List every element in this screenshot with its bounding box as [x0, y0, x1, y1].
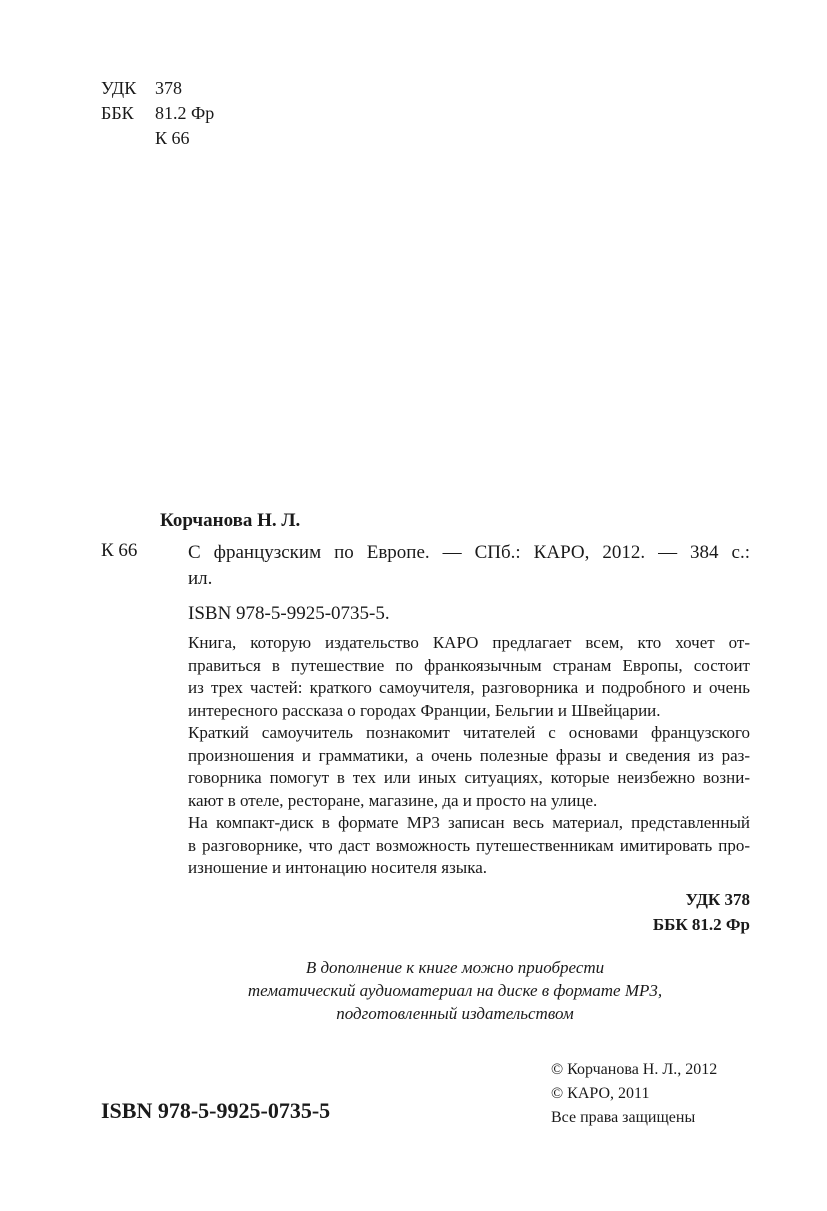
annotation-line: интересного рассказа о городах Франции, Бельгии и Швейцарии.	[188, 700, 661, 720]
title-line: ил.	[188, 568, 213, 589]
author-mark-label	[101, 126, 155, 151]
copyright-author: © Корчанова Н. Л., 2012	[551, 1061, 718, 1078]
author-code: К 66	[101, 540, 138, 561]
annotation	[160, 632, 750, 880]
udk-row	[101, 76, 214, 101]
annotation-line: Краткий самоучитель познакомит читателей с основами французского	[188, 723, 750, 742]
annotation-line: произношения и грамматики, а очень полезные фразы и сведения из раз-	[188, 745, 750, 765]
annotation-line: изношение и интонацию носителя языка.	[188, 858, 488, 877]
author-name: Корчанова Н. Л.	[160, 510, 301, 531]
annotation-line: говорника помогут в тех или иных ситуациях, которые неизбежно возни-	[188, 768, 750, 787]
bbk-label: ББК	[101, 103, 134, 123]
note-line: подготовленный издательством	[336, 1004, 574, 1023]
author-mark-row	[101, 126, 214, 151]
title-line: С французским по Европе. — СПб.: КАРО, 2012. — 384 с.:	[188, 542, 750, 563]
author-mark-value: К 66	[155, 128, 190, 148]
annotation-paragraph	[160, 632, 750, 722]
classification-codes	[101, 76, 214, 151]
copyright-publisher: © КАРО, 2011	[551, 1085, 650, 1102]
udk-label: УДК	[101, 78, 137, 98]
isbn-line: ISBN 978-5-9925-0735-5.	[188, 603, 390, 624]
bbk-row	[101, 101, 214, 126]
annotation-line: в разговорнике, что даст возможность путешественникам имитировать про-	[188, 835, 750, 855]
annotation-line: правиться в путешествие по франкоязычным странам Европы, состоит	[188, 655, 750, 675]
note-line: В дополнение к книге можно приобрести	[305, 958, 605, 977]
isbn-large: ISBN 978-5-9925-0735-5	[101, 1098, 331, 1123]
bibliographic-title	[188, 540, 750, 592]
copyright-block	[551, 1058, 717, 1130]
annotation-line: На компакт-диск в формате MP3 записан весь материал, представленный	[188, 813, 750, 832]
annotation-line: кают в отеле, ресторане, магазине, да и просто на улице.	[188, 790, 598, 810]
bbk-bold: ББК 81.2 Фр	[652, 915, 750, 934]
udk-value: 378	[155, 78, 182, 98]
annotation-paragraph	[160, 812, 750, 880]
annotation-paragraph	[160, 722, 750, 812]
annotation-line: Книга, которую издательство КАРО предлагает всем, кто хочет от-	[188, 633, 750, 652]
rights-reserved: Все права защищены	[551, 1109, 696, 1126]
classification-bottom	[653, 887, 750, 937]
supplement-note	[160, 956, 750, 1025]
udk-bold: УДК 378	[685, 890, 750, 909]
note-line: тематический аудиоматериал на диске в формате MP3,	[247, 981, 663, 1000]
bbk-value: 81.2 Фр	[155, 103, 215, 123]
annotation-line: из трех частей: краткого самоучителя, разговорника и подробного и очень	[188, 678, 750, 697]
